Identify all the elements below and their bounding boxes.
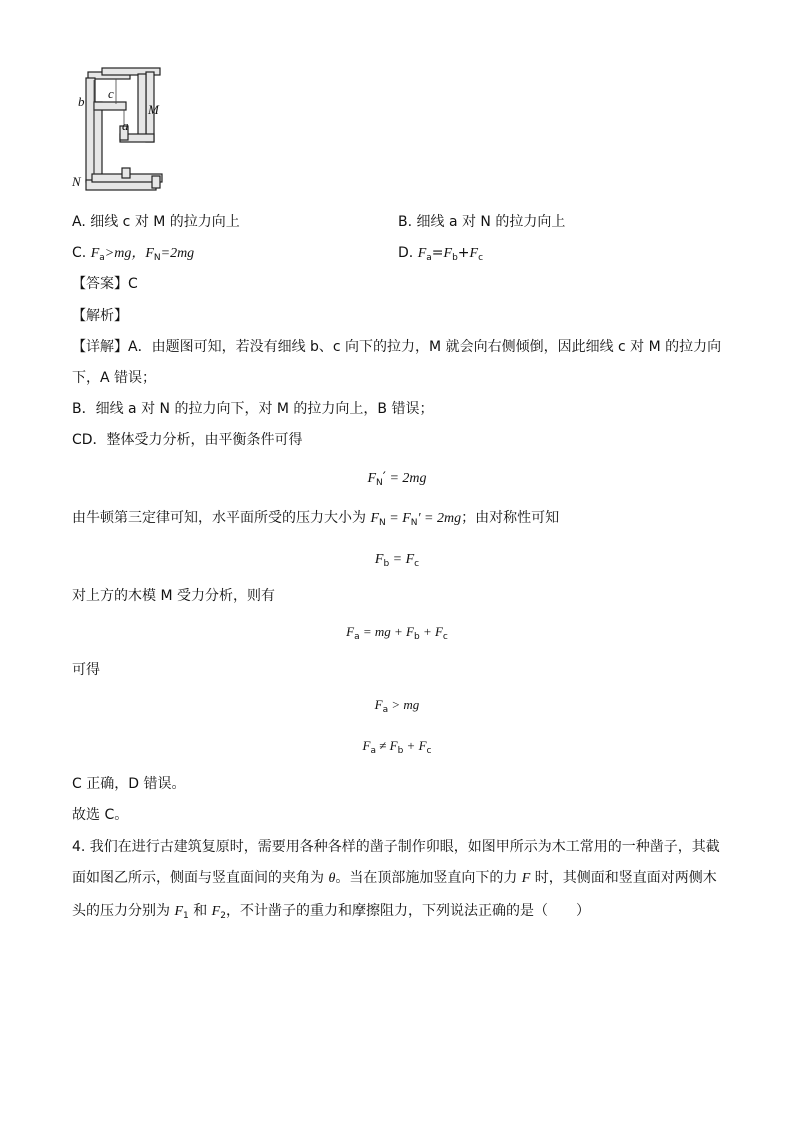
eq2-l: F xyxy=(374,552,384,567)
option-d-f3: F xyxy=(469,246,479,261)
q4-f2: F xyxy=(211,904,221,919)
line5-pre: 由牛顿第三定律可知，水平面所受的压力大小为 xyxy=(72,510,371,526)
option-d-f1: F xyxy=(417,246,427,261)
equation-2 xyxy=(0,549,794,574)
detail-line-1: 【详解】A．由题图可知，若没有细线 b、c 向下的拉力，M 就会向右侧倾倒，因此细线 c 对 M 的拉力向 xyxy=(72,339,722,355)
detail-line-3: B．细线 a 对 N 的拉力向下，对 M 的拉力向上，B 错误； xyxy=(72,401,434,417)
option-c xyxy=(72,243,194,268)
line5-sub1: N xyxy=(379,518,386,528)
eq5-plus: + F xyxy=(403,738,427,753)
q4-line3-a: 头的压力分别为 xyxy=(72,903,175,919)
q4-force-f: F xyxy=(521,871,531,886)
option-c-f2: F xyxy=(145,246,154,261)
option-c-f1: F xyxy=(90,246,100,261)
eq3-rhs: = mg + F xyxy=(359,624,414,639)
label-b: b xyxy=(78,94,85,109)
equation-5 xyxy=(0,736,794,761)
analysis-label: 【解析】 xyxy=(72,308,128,324)
option-d-f1-sub: a xyxy=(426,253,432,263)
question4-line-3 xyxy=(72,901,590,926)
line5-post: ；由对称性可知 xyxy=(461,510,560,526)
label-c: c xyxy=(108,86,114,101)
label-M: M xyxy=(148,102,159,117)
line5-mid: = F xyxy=(385,511,411,526)
label-N: N xyxy=(72,174,81,189)
option-d-f2: F xyxy=(443,246,453,261)
line5-sub2: N xyxy=(410,518,418,528)
question4-line-1: 4. 我们在进行古建筑复原时，需要用各种各样的凿子制作卯眼，如图甲所示为木工常用的一种凿子，其截 xyxy=(72,839,720,855)
eq5-s3: c xyxy=(426,746,432,756)
q4-line2-c: 时，其侧面和竖直面对两侧木 xyxy=(530,870,717,886)
answer-value: C xyxy=(128,276,138,292)
eq1-prime: ′ xyxy=(382,470,386,486)
eq5-lsub: a xyxy=(370,746,376,756)
eq5-l: F xyxy=(362,738,371,753)
q4-line3-b: ，不计凿子的重力和摩擦阻力，下列说法正确的是（ ） xyxy=(225,903,590,919)
detail-line-4: CD．整体受力分析，由平衡条件可得 xyxy=(72,432,303,448)
eq1-rhs: = 2mg xyxy=(385,471,427,486)
detail-line-6: 对上方的木模 M 受力分析，则有 xyxy=(72,588,275,604)
q4-and: 和 xyxy=(188,903,212,919)
option-d-f3-sub: c xyxy=(478,253,484,263)
option-c-mid2: =2mg xyxy=(160,246,195,261)
equation-1 xyxy=(0,468,794,493)
detail-line-2: 下，A 错误； xyxy=(72,370,157,386)
option-d-prefix: D. xyxy=(398,245,418,261)
eq2-rsub: c xyxy=(414,559,420,569)
label-a: a xyxy=(122,118,129,133)
option-d-eq: = xyxy=(431,245,444,261)
detail-line-8: C 正确，D 错误。 xyxy=(72,776,186,792)
eq3-s3: c xyxy=(442,632,448,642)
eq4-l: F xyxy=(374,697,383,712)
option-d-plus: + xyxy=(457,245,470,261)
eq5-s2: b xyxy=(397,746,404,756)
option-d xyxy=(398,243,483,268)
q4-f2-sub: 2 xyxy=(220,911,226,921)
line5-tail: ′ = 2mg xyxy=(417,511,462,526)
eq3-lsub: a xyxy=(354,632,360,642)
option-c-prefix: C. xyxy=(72,245,91,261)
answer-label: 【答案】 xyxy=(72,276,128,292)
answer-line xyxy=(72,274,138,294)
option-b: B. 细线 a 对 N 的拉力向上 xyxy=(398,214,566,230)
eq3-plus: + F xyxy=(419,624,443,639)
q4-f1: F xyxy=(174,904,184,919)
detail-line-9: 故选 C。 xyxy=(72,807,129,823)
q4-line2-a: 面如图乙所示，侧面与竖直面间的夹角为 xyxy=(72,870,329,886)
option-c-f2-sub: N xyxy=(153,253,161,263)
q4-f1-sub: 1 xyxy=(183,911,189,921)
eq3-l: F xyxy=(346,624,355,639)
option-a: A. 细线 c 对 M 的拉力向上 xyxy=(72,214,240,230)
detail-line-5 xyxy=(72,508,559,533)
eq2-lsub: b xyxy=(383,559,390,569)
wooden-model-figure xyxy=(72,64,172,196)
eq5-rhs: ≠ F xyxy=(376,738,398,753)
eq4-rhs: > mg xyxy=(388,697,420,712)
equation-3 xyxy=(0,622,794,647)
eq4-lsub: a xyxy=(382,705,389,715)
eq1-lhs: F xyxy=(367,471,377,486)
question4-line-2 xyxy=(72,868,717,889)
detail-line-7: 可得 xyxy=(72,662,100,678)
option-d-f2-sub: b xyxy=(452,253,458,263)
option-c-f1-sub: a xyxy=(99,253,105,263)
equation-4 xyxy=(0,695,794,720)
option-c-mid1: >mg， xyxy=(104,246,146,261)
eq3-s2: b xyxy=(413,632,420,642)
q4-theta: θ xyxy=(328,871,336,886)
line5-math: F xyxy=(370,511,380,526)
q4-line2-b: 。当在顶部施加竖直向下的力 xyxy=(335,870,522,886)
eq2-mid: = F xyxy=(389,552,415,567)
eq1-sub: N xyxy=(376,478,383,488)
